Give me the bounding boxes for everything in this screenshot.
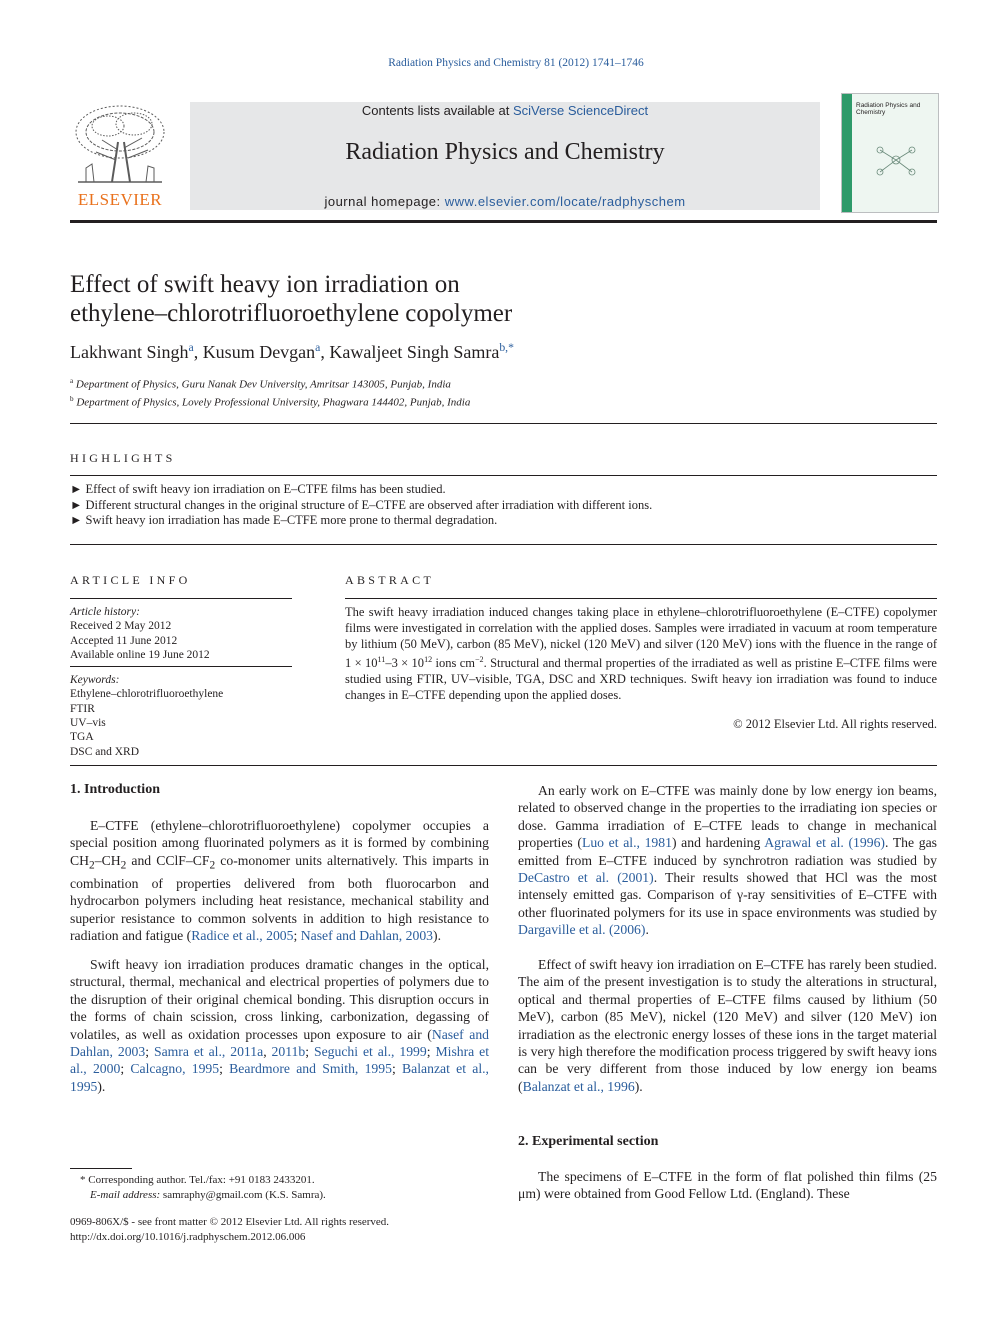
keyword: TGA <box>70 731 94 744</box>
sciencedirect-link[interactable]: SciVerse ScienceDirect <box>512 103 649 118</box>
online-date: Available online 19 June 2012 <box>70 648 210 661</box>
cover-stripe <box>842 94 852 212</box>
header-rule <box>70 220 937 223</box>
reference-link[interactable]: Seguchi et al., 1999 <box>313 1044 427 1060</box>
article-info-label: ARTICLE INFO <box>70 573 191 587</box>
article-info-rule <box>70 598 292 599</box>
footnote-rule <box>70 1168 132 1169</box>
email-link[interactable]: samraphy@gmail.com (K.S. Samra). <box>160 1189 326 1201</box>
intro-paragraph-2: Swift heavy ion irradiation produces dramatic changes in the optical, structural, thermal, mechanical and electrical properties of polymers due to the disruption of their original chemical bonding. This disruption occurs in the forms of chain scission, cross linking, carbonization, degassing of volatiles, as well as oxidation processes upon exposure to air (Nasef and Dahlan, 2003; Samra et al., 2011a, 2011b; Seguchi et al., 1999; Mishra et al., 2000; Calcagno, 1995; Beardmore and Smith, 1995; Balanzat et al., 1995). <box>70 957 490 1094</box>
reference-link[interactable]: Mishra et al., 2000 <box>70 1044 490 1077</box>
keywords-rule <box>70 666 292 667</box>
keyword: Ethylene–chlorotrifluoroethylene <box>70 688 224 701</box>
journal-cover-thumbnail[interactable] <box>841 93 939 213</box>
highlights-rule <box>70 475 937 476</box>
reference-link[interactable]: Nasef and Dahlan, 2003 <box>300 928 434 944</box>
article-info <box>70 600 292 759</box>
intro-paragraph-1: E–CTFE (ethylene–chlorotrifluoroethylene) copolymer occupies a special position among fluorinated polymers as it is formed by combining $CH_2-CH_2$ and CClF–$CF_2$ co-monomer units alternatively. This imparts in combination of properties delivered from both fluorocarbon and hydrocarbon polymers including heat resistance, mechanical stability and superior resistance to common solvents in addition to high resistance to radiation and fatigue (Radice et al., 2005; Nasef and Dahlan, 2003). <box>70 818 489 944</box>
homepage-line: journal homepage: www.elsevier.com/locate/radphyschem <box>324 194 686 209</box>
author-list: Lakhwant Singh$^a$, Kusum Devgan$^a$, Kawaljeet Singh Samra$^{b,*}$ <box>70 341 514 362</box>
journal-banner <box>190 102 820 210</box>
affiliations <box>70 374 470 410</box>
reference-link[interactable]: Samra et al., 2011a <box>153 1044 264 1060</box>
abstract-label: ABSTRACT <box>345 573 435 587</box>
experimental-heading: 2. Experimental section <box>518 1134 659 1149</box>
article-title: Effect of swift heavy ion irradiation on ethylene–chlorotrifluoroethylene copolymer <box>70 271 513 327</box>
reference-link[interactable]: Balanzat et al., 1996 <box>522 1078 635 1094</box>
reference-link[interactable]: Nasef and Dahlan, 2003 <box>70 1026 490 1060</box>
homepage-link[interactable]: www.elsevier.com/locate/radphyschem <box>444 194 686 209</box>
highlights-bottom-rule <box>70 544 937 545</box>
reference-link[interactable]: Beardmore and Smith, 1995 <box>229 1061 392 1077</box>
doi-link[interactable]: http://dx.doi.org/10.1016/j.radphyschem.2012.06.006 <box>70 1231 306 1243</box>
contents-line: Contents lists available at SciVerse ScienceDirect <box>361 103 649 118</box>
elsevier-tree-icon <box>68 102 172 188</box>
affiliation-item: $^a$ Department of Physics, Guru Nanak Dev University, Amritsar 143005, Punjab, India <box>70 377 451 391</box>
corresponding-footnote: * Corresponding author. Tel./fax: +91 0183 2433201. E-mail address: samraphy@gmail.com (K.S. Samra). <box>80 1174 326 1201</box>
publisher-name: ELSEVIER <box>77 190 163 209</box>
affiliation-item: $^b$ Department of Physics, Lovely Professional University, Phagwara 144402, Punjab, India <box>70 395 471 409</box>
accepted-date: Accepted 11 June 2012 <box>70 634 178 647</box>
highlights-list <box>70 482 652 529</box>
abstract-copyright: © 2012 Elsevier Ltd. All rights reserved. <box>733 717 937 731</box>
abstract-rule <box>345 598 937 599</box>
highlight-item: ► Different structural changes in the original structure of E–CTFE are observed after irradiation with different ions. <box>70 497 653 512</box>
highlight-item: ► Swift heavy ion irradiation has made E–CTFE more prone to thermal degradation. <box>70 513 498 527</box>
front-matter: 0969-806X/$ - see front matter © 2012 Elsevier Ltd. All rights reserved. http://dx.doi.org/10.1016/j.radphyschem.2012.06.006 <box>70 1216 390 1243</box>
keyword: DSC and XRD <box>70 745 140 758</box>
reference-link[interactable]: Dargaville et al. (2006) <box>518 922 646 938</box>
keywords-label: Keywords: <box>70 674 120 687</box>
history-label: Article history: <box>70 606 140 618</box>
cover-title: Radiation Physics and Chemistry <box>856 102 921 116</box>
keyword: FTIR <box>70 702 95 715</box>
author-name[interactable]: Kawaljeet Singh Samra <box>329 342 500 362</box>
reference-link[interactable]: Calcagno, 1995 <box>130 1061 220 1077</box>
highlight-item: ► Effect of swift heavy ion irradiation on E–CTFE films has been studied. <box>70 482 446 496</box>
abstract-text: The swift heavy irradiation induced changes taking place in ethylene–chlorotrifluoroethylene (E–CTFE) copolymer films were investigated in correlation with the applied doses. Samples were irradiated in vacuum at room temperature by lithium (50 MeV), carbon (85 MeV), nickel (120 MeV) and silver (120 MeV) ions with the fluence in the range of $1 \times 10^{11}-3 \times 10^{12}$ ions $cm^{-2}$. Structural and thermal properties of the irradiated as well as pristine E–CTFE films were studied using FTIR, UV–visible, TGA, DSC and XRD techniques. Swift heavy ion irradiation was found to induce changes in E–CTFE depending upon the applied doses. <box>345 605 937 703</box>
experimental-paragraph-1: The specimens of E–CTFE in the form of flat polished thin films (25 μm) were obtained from Good Fellow Ltd. (England). These <box>518 1169 937 1202</box>
highlights-label: HIGHLIGHTS <box>70 451 176 465</box>
reference-link[interactable]: Balanzat et al., 1995 <box>70 1061 489 1094</box>
section-rule <box>70 423 937 424</box>
author-name[interactable]: Kusum Devgan <box>202 342 316 362</box>
reference-link[interactable]: DeCastro et al. (2001) <box>518 870 654 886</box>
keyword: UV–vis <box>70 717 106 730</box>
reference-link[interactable]: Luo et al., 1981 <box>581 835 672 851</box>
introduction-heading: 1. Introduction <box>70 782 160 797</box>
received-date: Received 2 May 2012 <box>70 620 172 633</box>
journal-name: Radiation Physics and Chemistry <box>345 139 665 165</box>
author-name[interactable]: Lakhwant Singh <box>70 342 189 362</box>
right-paragraph-2: Effect of swift heavy ion irradiation on E–CTFE has rarely been studied. The aim of the present investigation is to study the alterations in structural, optical and thermal properties of E–CTFE films caused by lithium (50 MeV), carbon (85 MeV), nickel (120 MeV) and silver (120 MeV) ion irradiation as the electronic energy losses of these ions in the target material is very high therefore the modification process triggered by swift heavy ions can be very different from those induced by low energy ion beams (Balanzat et al., 1996). <box>518 957 937 1094</box>
cover-molecule-icon <box>866 130 926 190</box>
reference-link[interactable]: Agrawal et al. (1996) <box>764 835 885 851</box>
reference-link[interactable]: 2011b <box>271 1044 306 1060</box>
body-rule <box>70 765 937 766</box>
right-paragraph-1: An early work on E–CTFE was mainly done by low energy ion beams, related to observed change in the properties to the irradiating ion species or dose. Gamma irradiation of E–CTFE leads to change in mechanical properties (Luo et al., 1981) and hardening Agrawal et al. (1996). The gas emitted from E–CTFE induced by synchrotron radiation was studied by DeCastro et al. (2001). Their results showed that HCl was the most intensely emitted gas. Comparison of γ-ray sensitivities of E–CTFE with other fluorinated polymers for its use in space environments was studied by Dargaville et al. (2006). <box>518 783 937 938</box>
reference-link[interactable]: Radice et al., 2005 <box>191 928 294 944</box>
journal-citation[interactable]: Radiation Physics and Chemistry 81 (2012) 1741–1746 <box>388 57 644 69</box>
